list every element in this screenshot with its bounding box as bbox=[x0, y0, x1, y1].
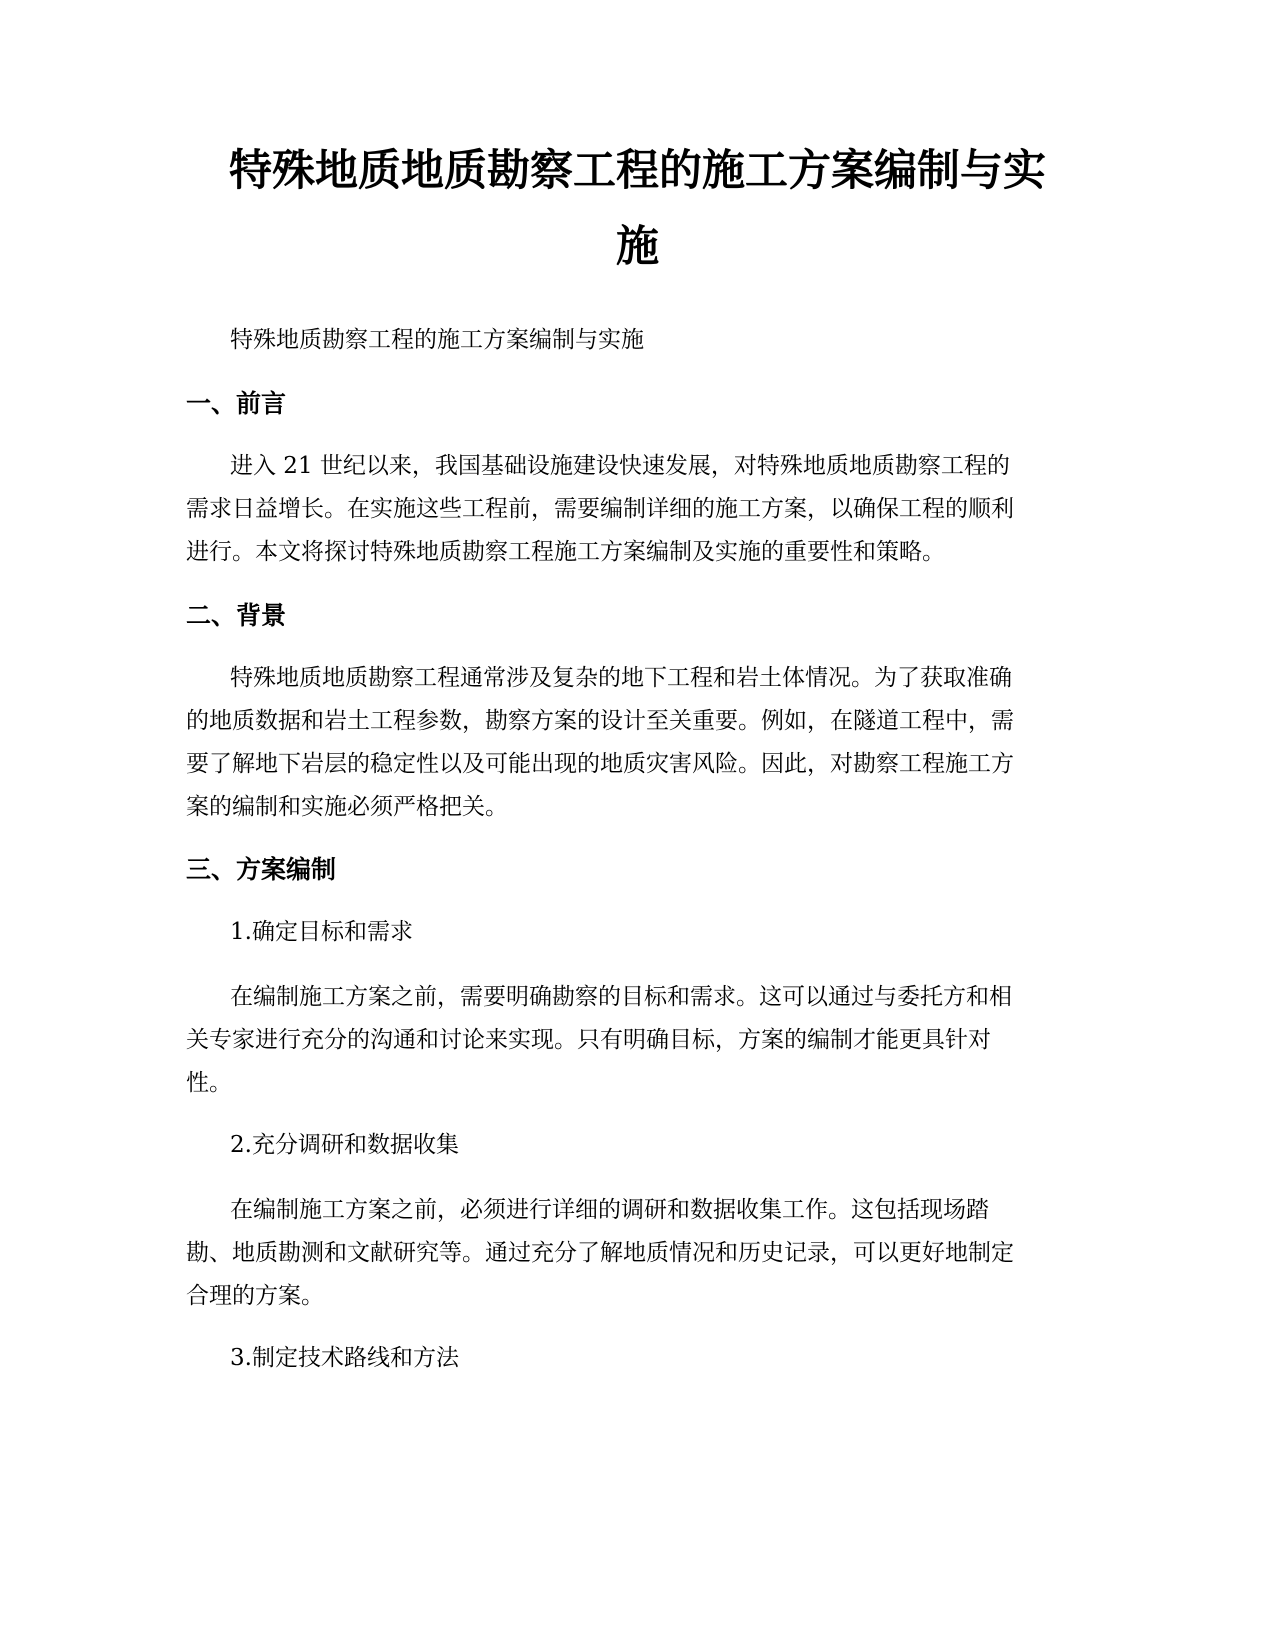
paragraph-line: 合理的方案。 bbox=[186, 1283, 324, 1309]
section-heading-background: 二、背景 bbox=[186, 601, 287, 630]
item-label-3: 3.制定技术路线和方法 bbox=[230, 1345, 459, 1371]
paragraph-line: 进行。本文将探讨特殊地质勘察工程施工方案编制及实施的重要性和策略。 bbox=[186, 539, 945, 565]
item-paragraph-1 bbox=[186, 976, 1089, 1105]
paragraph-line: 特殊地质地质勘察工程通常涉及复杂的地下工程和岩土体情况。为了获取准确 bbox=[230, 665, 1012, 691]
paragraph-line: 需求日益增长。在实施这些工程前，需要编制详细的施工方案，以确保工程的顺利 bbox=[186, 496, 1014, 522]
paragraph-line: 性。 bbox=[186, 1070, 232, 1096]
section-paragraph-preface bbox=[186, 445, 1089, 574]
paragraph-line: 在编制施工方案之前，需要明确勘察的目标和需求。这可以通过与委托方和相 bbox=[230, 984, 1012, 1010]
paragraph-line: 的地质数据和岩土工程参数，勘察方案的设计至关重要。例如，在隧道工程中，需 bbox=[186, 708, 1014, 734]
paragraph-line: 在编制施工方案之前，必须进行详细的调研和数据收集工作。这包括现场踏 bbox=[230, 1197, 989, 1223]
document-subtitle: 特殊地质勘察工程的施工方案编制与实施 bbox=[230, 327, 644, 353]
paragraph-line: 关专家进行充分的沟通和讨论来实现。只有明确目标，方案的编制才能更具针对 bbox=[186, 1027, 991, 1053]
paragraph-line: 进入 21 世纪以来，我国基础设施建设快速发展，对特殊地质地质勘察工程的 bbox=[230, 453, 1010, 479]
paragraph-line: 案的编制和实施必须严格把关。 bbox=[186, 794, 508, 820]
paragraph-line: 要了解地下岩层的稳定性以及可能出现的地质灾害风险。因此，对勘察工程施工方 bbox=[186, 751, 1014, 777]
document-title-line-2: 施 bbox=[616, 222, 659, 272]
section-heading-preface: 一、前言 bbox=[186, 389, 287, 418]
section-paragraph-background bbox=[186, 657, 1089, 829]
paragraph-line: 勘、地质勘测和文献研究等。通过充分了解地质情况和历史记录，可以更好地制定 bbox=[186, 1240, 1014, 1266]
item-paragraph-2 bbox=[186, 1189, 1089, 1318]
section-heading-plan-compilation: 三、方案编制 bbox=[186, 855, 337, 884]
item-label-2: 2.充分调研和数据收集 bbox=[230, 1132, 459, 1158]
document-title-line-1: 特殊地质地质勘察工程的施工方案编制与实 bbox=[229, 146, 1046, 196]
item-label-1: 1.确定目标和需求 bbox=[230, 919, 413, 945]
